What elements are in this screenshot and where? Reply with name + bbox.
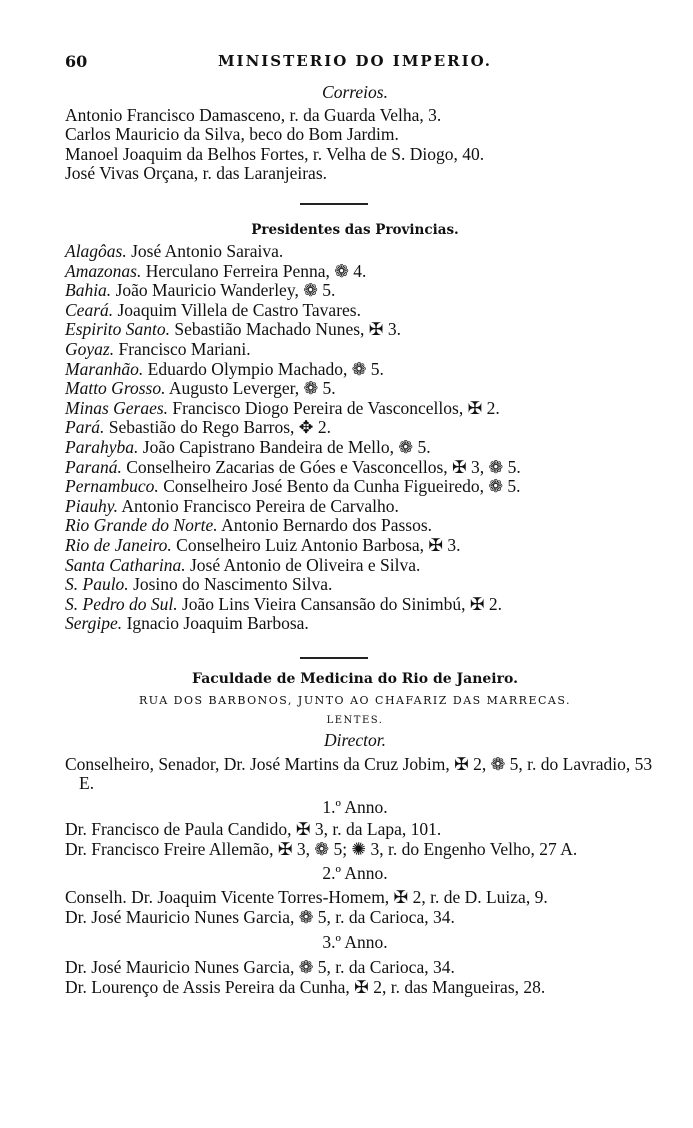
president-name: Francisco Mariani.	[118, 338, 251, 359]
president-name: Herculano Ferreira Penna, ❁ 4.	[145, 260, 367, 281]
list-item	[65, 595, 645, 615]
province-name: Alagôas.	[65, 241, 127, 261]
province-name: Bahia.	[65, 280, 112, 301]
president-name: Conselheiro José Bento da Cunha Figueiredo, ❁ 5.	[163, 476, 521, 497]
province-name: Rio Grande do Norte.	[65, 515, 218, 536]
province-name: Paraná.	[65, 456, 122, 477]
section-title: Correios.	[322, 82, 388, 102]
list-item	[65, 477, 645, 497]
director-heading: Director.	[323, 730, 387, 750]
list-item	[65, 262, 645, 282]
president-name: João Capistrano Bandeira de Mello, ❁ 5.	[142, 436, 431, 457]
list-item: José Vivas Orçana, r. das Laranjeiras.	[65, 163, 328, 184]
province-name: Santa Catharina.	[65, 554, 186, 575]
correios-section	[65, 83, 645, 184]
province-name: Pernambuco.	[65, 476, 159, 497]
province-name: Espirito Santo.	[65, 319, 171, 340]
list-item	[65, 242, 645, 262]
list-item: Dr. Lourenço de Assis Pereira da Cunha, ✠ 2, r. das Mangueiras, 28.	[65, 976, 546, 997]
president-name: Joaquim Villela de Castro Tavares.	[117, 299, 361, 320]
president-name: José Antonio de Oliveira e Silva.	[189, 554, 421, 575]
list-item: Dr. José Mauricio Nunes Garcia, ❁ 5, r. da Carioca, 34.	[65, 906, 455, 927]
province-name: Matto Grosso.	[65, 378, 166, 399]
province-name: Sergipe.	[65, 613, 123, 634]
section-title: Presidentes das Provincias.	[251, 222, 459, 238]
list-item	[65, 438, 645, 458]
list-item	[65, 536, 645, 556]
list-item	[65, 575, 645, 595]
list-item	[65, 360, 645, 380]
list-item	[65, 320, 645, 340]
province-name: Minas Geraes.	[65, 397, 169, 418]
faculdade-section	[65, 671, 653, 997]
list-item: Dr. José Mauricio Nunes Garcia, ❁ 5, r. da Carioca, 34.	[65, 956, 455, 977]
president-name: Antonio Francisco Pereira de Carvalho.	[121, 495, 399, 516]
running-title: MINISTERIO DO IMPERIO.	[217, 52, 493, 70]
presidentes-section	[65, 222, 645, 634]
list-item	[65, 281, 645, 301]
province-name: Amazonas.	[65, 260, 142, 281]
list-item: Dr. Francisco de Paula Candido, ✠ 3, r. da Lapa, 101.	[65, 819, 442, 840]
president-name: Josino do Nascimento Silva.	[133, 574, 333, 595]
list-item: Dr. Francisco Freire Allemão, ✠ 3, ❁ 5; ✺ 3, r. do Engenho Velho, 27 A.	[65, 838, 578, 859]
province-name: Ceará.	[65, 299, 114, 320]
province-name: Rio de Janeiro.	[65, 534, 172, 555]
president-name: Ignacio Joaquim Barbosa.	[126, 613, 309, 634]
province-name: S. Pedro do Sul.	[65, 593, 178, 614]
year-heading: 3.º Anno.	[322, 932, 388, 953]
list-item	[65, 516, 645, 536]
list-item	[65, 379, 645, 399]
list-item	[65, 614, 645, 634]
list-item: Conselh. Dr. Joaquim Vicente Torres-Homem, ✠ 2, r. de D. Luiza, 9.	[65, 887, 548, 908]
list-item	[65, 458, 645, 478]
lentes-heading: LENTES.	[326, 715, 384, 726]
president-name: Sebastião Machado Nunes, ✠ 3.	[174, 319, 401, 340]
province-name: S. Paulo.	[65, 574, 129, 595]
year-heading: 1.º Anno.	[322, 796, 388, 817]
list-item	[65, 556, 645, 576]
page-header	[65, 52, 645, 74]
province-name: Piauhy.	[65, 495, 118, 516]
province-name: Pará.	[65, 417, 105, 438]
list-item	[65, 301, 645, 321]
president-name: João Lins Vieira Cansansão do Sinimbú, ✠ 2.	[181, 593, 502, 614]
president-name: Eduardo Olympio Machado, ❁ 5.	[147, 358, 384, 379]
list-item: Manoel Joaquim da Belhos Fortes, r. Velha de S. Diogo, 40.	[65, 143, 485, 164]
president-name: João Mauricio Wanderley, ❁ 5.	[115, 280, 336, 301]
page-number: 60	[65, 52, 88, 71]
list-item: Carlos Mauricio da Silva, beco do Bom Jardim.	[65, 124, 399, 145]
province-name: Goyaz.	[65, 338, 115, 359]
province-name: Parahyba.	[65, 436, 139, 457]
list-item: Conselheiro, Senador, Dr. José Martins da Cruz Jobim, ✠ 2, ❁ 5, r. do Lavradio, 53 E.	[65, 753, 653, 794]
divider	[300, 203, 368, 205]
list-item	[65, 399, 645, 419]
president-name: José Antonio Saraiva.	[131, 241, 284, 261]
list-item	[65, 340, 645, 360]
president-name: Francisco Diogo Pereira de Vasconcellos, ✠ 2.	[172, 397, 500, 418]
province-name: Maranhão.	[65, 358, 144, 379]
president-name: Antonio Bernardo dos Passos.	[221, 515, 433, 536]
president-name: Sebastião do Rego Barros, ✥ 2.	[108, 417, 331, 438]
list-item	[65, 418, 645, 438]
president-name: Conselheiro Luiz Antonio Barbosa, ✠ 3.	[176, 534, 461, 555]
divider	[300, 657, 368, 659]
president-name: Conselheiro Zacarias de Góes e Vasconcellos, ✠ 3, ❁ 5.	[126, 456, 521, 477]
year-heading: 2.º Anno.	[322, 862, 388, 883]
section-title: Faculdade de Medicina do Rio de Janeiro.	[192, 671, 518, 687]
list-item	[65, 497, 645, 517]
address: RUA DOS BARBONOS, JUNTO AO CHAFARIZ DAS MARRECAS.	[139, 694, 571, 707]
president-name: Augusto Leverger, ❁ 5.	[168, 378, 336, 399]
list-item: Antonio Francisco Damasceno, r. da Guarda Velha, 3.	[65, 104, 442, 125]
